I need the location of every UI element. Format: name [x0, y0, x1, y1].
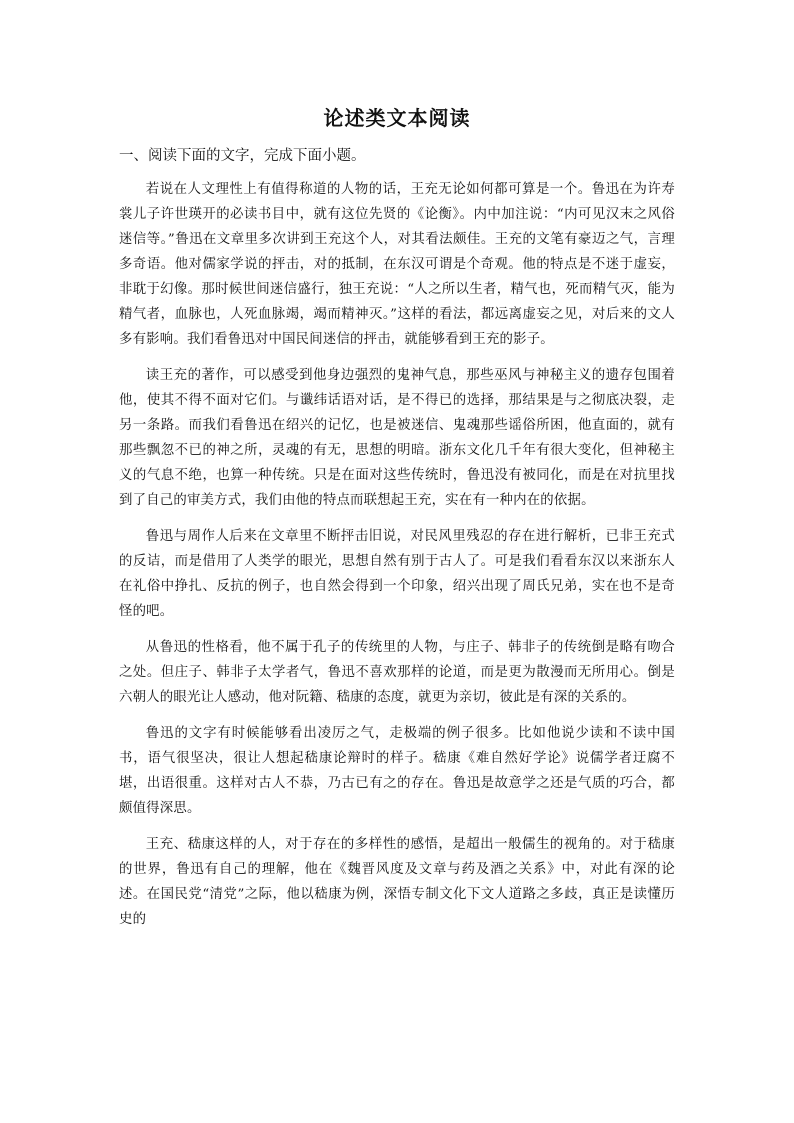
- paragraph: 王充、嵇康这样的人，对于存在的多样性的感悟，是超出一般儒生的视角的。对于嵇康的世界，鲁迅有自己的理解，他在《魏晋风度及文章与药及酒之关系》中，对此有深的论述。在国民党“清党”之际，他以嵇康为例，深悟专制文化下文人道路之多歧，真正是读懂历史的: [119, 837, 675, 927]
- paragraph: 鲁迅的文字有时候能够看出凌厉之气，走极端的例子很多。比如他说少读和不读中国书，语气很坚决，很让人想起嵇康论辩时的样子。嵇康《难自然好学论》说儒学者迂腐不堪，出语很重。这样对古人不恭，乃古已有之的存在。鲁迅是故意学之还是气质的巧合，都颇值得深思。: [119, 726, 675, 816]
- article-body: [119, 177, 675, 932]
- paragraph: 从鲁迅的性格看，他不属于孔子的传统里的人物，与庄子、韩非子的传统倒是略有吻合之处。但庄子、韩非子太学者气，鲁迅不喜欢那样的论道，而是更为散漫而无所用心。倒是六朝人的眼光让人感动，他对阮籍、嵇康的态度，就更为亲切，彼此是有深的关系的。: [119, 640, 675, 705]
- section-heading: 一、阅读下面的文字，完成下面小题。: [119, 148, 366, 164]
- document-title: 论述类文本阅读: [323, 106, 471, 130]
- paragraph: 鲁迅与周作人后来在文章里不断抨击旧说，对民风里残忍的存在进行解析，已非王充式的反诘，而是借用了人类学的眼光，思想自然有别于古人了。可是我们看看东汉以来浙东人在礼俗中挣扎、反抗的例子，也自然会得到一个印象，绍兴出现了周氏兄弟，实在也不是奇怪的吧。: [119, 529, 675, 619]
- paragraph: 若说在人文理性上有值得称道的人物的话，王充无论如何都可算是一个。鲁迅在为许寿裳儿子许世瑛开的必读书目中，就有这位先贤的《论衡》。内中加注说：“内可见汉末之风俗迷信等。”鲁迅在文章里多次讲到王充这个人，对其看法颇佳。王充的文笔有豪迈之气，言理多奇语。他对儒家学说的抨击，对的抵制，在东汉可谓是个奇观。他的特点是不迷于虚妄，非耽于幻像。那时候世间迷信盛行，独王充说：“人之所以生者，精气也，死而精气灭，能为精气者，血脉也，人死血脉竭，竭而精神灭。”这样的看法，都远离虚妄之见，对后来的文人多有影响。我们看鲁迅对中国民间迷信的抨击，就能够看到王充的影子。: [119, 182, 675, 347]
- paragraph: 读王充的著作，可以感受到他身边强烈的鬼神气息，那些巫风与神秘主义的遗存包围着他，使其不得不面对它们。与谶纬话语对话，是不得已的选择，那结果是与之彻底决裂，走另一条路。而我们看鲁迅在绍兴的记忆，也是被迷信、鬼魂那些谣俗所困，他直面的，就有那些飘忽不已的神之所，灵魂的有无，思想的明暗。浙东文化几千年有很大变化，但神秘主义的气息不绝，也算一种传统。只是在面对这些传统时，鲁迅没有被同化，而是在对抗里找到了自己的审美方式，我们由他的特点而联想起王充，实在有一种内在的依据。: [119, 368, 675, 508]
